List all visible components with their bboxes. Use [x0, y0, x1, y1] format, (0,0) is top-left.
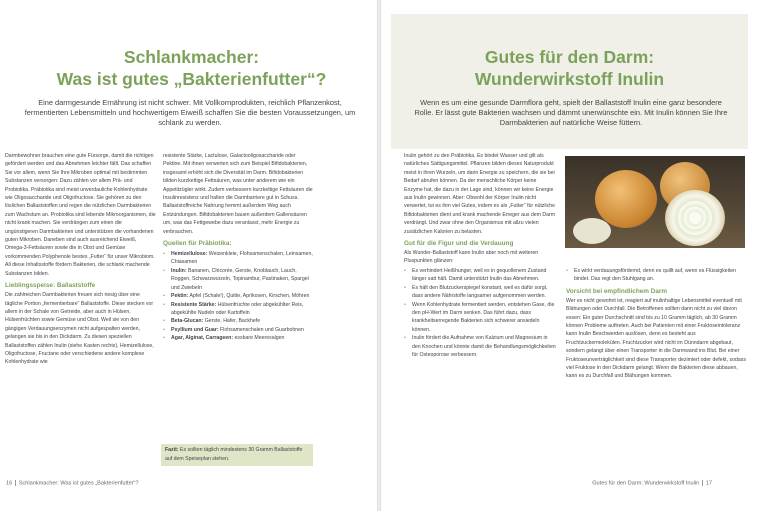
footer-divider — [702, 480, 703, 486]
footer-title-left: Schlankmacher: Was ist gutes „Bakterienfutter“? — [18, 480, 139, 487]
garlic — [573, 218, 611, 244]
left-heading-line2: Was ist gutes „Bakterienfutter“? — [56, 69, 327, 89]
onion-halved — [665, 190, 725, 246]
book-spine — [377, 0, 381, 511]
list-item: • Psyllium und Guar: Flohsamenschalen und Guarbohnen — [163, 326, 315, 334]
list-item: • Inulin fördert die Aufnahme von Kalzium und Magnesium in den Knochen und könnte damit die Behandlungsmöglichkeiten für Osteoporose verbessern. — [404, 334, 556, 359]
right-col2-subheading: Vorsicht bei empfindlichem Darm — [566, 287, 668, 295]
right-col1-paragraph-1: Inulin gehört zu den Präbiotika. Es bindet Wasser und gilt als natürliches Sättigungsmittel. Pflanzen bilden dieses Naturprodukt meist in ihren Wurzeln, um darin Energie zu speichern, die sie bei Bedarf abrufen können. Da der menschliche Körper keine Enzyme hat, die dazu in der Lage sind, können wir keine Energie aus Inulin gewinnen. Aber: Obwohl der Körper Inulin nicht verwertet, tut es ihm viel Gutes, indem es als „Futter“ für nützliche Bifidobakterien dient und krank machende Erreger aus dem Darm verdrängt. Und zwar ohne den Organismus mit allzu vielen zusätzlichen Kalorien zu belasten. — [404, 153, 556, 235]
left-col1-paragraph-1: Darmbewohner brauchen eine gute Fürsorge, damit die richtigen gefördert werden und das Abnehmen leichter fällt. Das schaffen Sie vor allem, wenn Sie Ihre Mikroben optimal mit bestimmten Substanzen versorgen: Dazu zählen vor allem Prä- und Probiotika. Präbiotika sind meist unverdauliche Kohlenhydrate wie Oligosaccharide und Oligofructose. Sie gehören zu den löslichen Ballaststoffen und regen die nützlichen Darmbakterien zum Wachstum an. Probiotika sind lebende Mikroorganismen, die nicht krank machen. Sie verdrängen zum einen die ungünstigeren Darmbakterien und unterstützen die vorhandenen guten Mikroben. Daneben sind auch ausreichend Eiweiß, Omega-3-Fettsäuren sowie die in Obst und Gemüse vorkommenden Polyphenole bestes „Futter“ für unser Mikrobiom. All diese Inhaltsstoffe fördern Bakterien, die schlank machende Substanzen bilden. — [5, 153, 156, 277]
right-lead: Wenn es um eine gesunde Darmflora geht, spielt der Ballaststoff Inulin eine ganz besondere Rolle. Er lässt gute Bakterien wachsen und dämmt unerwünschte ein. Mit Inulin können Sie Ihre Darmbakterien auf natürliche Weise füttern. — [414, 98, 728, 127]
inulin-benefits-list — [404, 267, 556, 359]
list-item: • Agar, Alginat, Carrageen: essbare Meeresalgen — [163, 334, 315, 342]
right-heading-line1: Gutes für den Darm: — [484, 47, 655, 67]
left-column-1 — [5, 152, 156, 367]
onion-photo — [565, 156, 745, 248]
inulin-benefits-list-continued — [566, 267, 746, 284]
left-column-2 — [163, 152, 315, 343]
page-number-left: 16 — [6, 480, 13, 487]
left-heading-line1: Schlankmacher: — [123, 47, 260, 67]
right-col1-subheading: Gut für die Figur und die Verdauung — [404, 240, 514, 248]
prebiotic-sources-list — [163, 250, 315, 342]
fazit-box — [161, 444, 313, 466]
footer-title-right: Gutes für den Darm: Wunderwirkstoff Inulin — [592, 480, 700, 487]
list-item: • Beta-Glucan: Gerste, Hafer, Backhefe — [163, 317, 315, 325]
right-column-2 — [566, 266, 746, 381]
right-footer — [592, 480, 712, 486]
left-col2-subheading: Quellen für Präbiotika: — [163, 240, 232, 248]
left-col2-paragraph-1: resistente Stärke, Lactulose, Galactooligosaccharide oder Pektine. Mit ihnen verwerten sich zum Beispiel Bifidobakterien, insgesamt erhöht sich die Diversität im Darm. Bifidobakterien bilden kurzkettige Fettsäuren, was unter anderem wie ein Appetitzügler wirkt. Zudem verbessern kurzkettige Fettsäuren die Insulinresistenz und halten die Darmbarriere gut in Schuss. Ballaststoffreiche Nahrung hemmt außerdem Weg auch Entzündungen. Bifidobakterien bauen außerdem Gallensäuren um, was das Fettgewebe dazu veranlasst, mehr Energie zu verbrauchen. — [163, 153, 313, 235]
right-heading — [392, 46, 747, 90]
right-column-1 — [404, 152, 556, 359]
right-col1-paragraph-2: Als Wunder-Ballaststoff kann Inulin aber noch mit weiteren Pluspunkten glänzen: — [404, 250, 539, 265]
onion-whole-1 — [595, 170, 657, 228]
list-item: • Es wirkt verdauungsfördernd, denn es quillt auf, wenn es Flüssigkeiten bindet. Das regt den Stuhlgang an. — [566, 267, 746, 284]
list-item: • Es hält den Blutzuckerspiegel konstant, weil es dafür sorgt, dass andere Nährstoffe langsamer aufgenommen werden. — [404, 284, 556, 301]
page-number-right: 17 — [705, 480, 712, 487]
left-col1-subheading: Lieblingsspeise: Ballaststoffe — [5, 282, 96, 290]
footer-divider — [15, 480, 16, 486]
right-col2-paragraph-1: Wer es nicht gewohnt ist, reagiert auf inulinhaltige Lebensmittel eventuell mit Blähungen oder Durchfall. Die Betroffenen sollten dann nicht zu viel davon essen: Ein guter Durchschnitt sind bis zu 10 Gramm täglich, ab 30 Gramm können Probleme auftreten. Auch bei Patienten mit einer Fruktoseintoleranz kann Inulin Beschwerden auslösen, denn es besteht aus Fruchtzuckermolekülen. Fruchtzucker wird nicht im Dünndarm abgebaut, sondern gelangt über einen Transporter in die Darmwand ins Blut. Bei einer Fruktoseunverträglichkeit sind diese Transporter dezimiert oder defekt, sodass viel Fruktose in den Dickdarm gelangt. Wenn die Bakterien diese abbauen, kann es zu Durchfall und Blähungen kommen. — [566, 297, 746, 380]
list-item: • Inulin: Bananen, Chicorée, Gerste, Knoblauch, Lauch, Roggen, Schwarzwurzeln, Topinambur, Pastinaken, Spargel und Zwiebeln — [163, 267, 315, 292]
fazit-label: Fazit: — [165, 447, 179, 453]
fazit-text: Es sollten täglich mindestens 30 Gramm Ballaststoffe auf dem Speiseplan stehen. — [165, 447, 303, 462]
left-lead: Eine darmgesunde Ernährung ist nicht schwer. Mit Vollkornprodukten, reichlich Pflanzenkost, fermentierten Lebensmitteln und hochwertigem Eiweiß schaffen Sie die besten Voraussetzungen, um schlank zu werden. — [24, 98, 356, 127]
left-col1-paragraph-2: Die zahlreichen Darmbakterien freuen sich riesig über eine tägliche Portion „fermentierbare“ Ballaststoffe. Diese stecken vor allem in der Schale von Getreide, aber auch in Hülsen, Hülsenfrüchten sowie Gemüse und Obst. Weil sie von den gängigen Verdauungsenzymen nicht aufgespalten werden, gelangen sie bis in den Dickdarm. Zu diesen speziellen Ballaststoffen zählen Inulin (siehe Kasten rechts), Hemizellulose, Oligofructose, Fructane oder verschiedene andere komplexe Kohlenhydrate wie — [5, 292, 154, 366]
list-item: • Es verhindert Heißhunger, weil es in gequollenem Zustand länger satt hält. Damit unterstützt Inulin das Abnehmen. — [404, 267, 556, 284]
list-item: • Hemizellulose: Weizenkleie, Flohsamenschalen, Leinsamen, Chiasamen — [163, 250, 315, 267]
right-heading-line2: Wunderwirkstoff Inulin — [474, 69, 665, 89]
list-item: • Pektin: Apfel (Schale!), Quitte, Aprikosen, Kirschen, Möhren — [163, 292, 315, 300]
list-item: • Wenn Kohlenhydrate fermentiert werden, entstehen Gase, die den pH-Wert im Darm senken. Das führt dazu, dass krankheitserregende Bakterien sich schwerer ansiedeln können. — [404, 301, 556, 335]
list-item: • Resistente Stärke: Hülsenfrüchte oder abgekühlter Reis, abgekühlte Nudeln oder Kartoffeln — [163, 301, 315, 318]
left-heading — [10, 46, 373, 90]
left-footer — [6, 480, 139, 486]
